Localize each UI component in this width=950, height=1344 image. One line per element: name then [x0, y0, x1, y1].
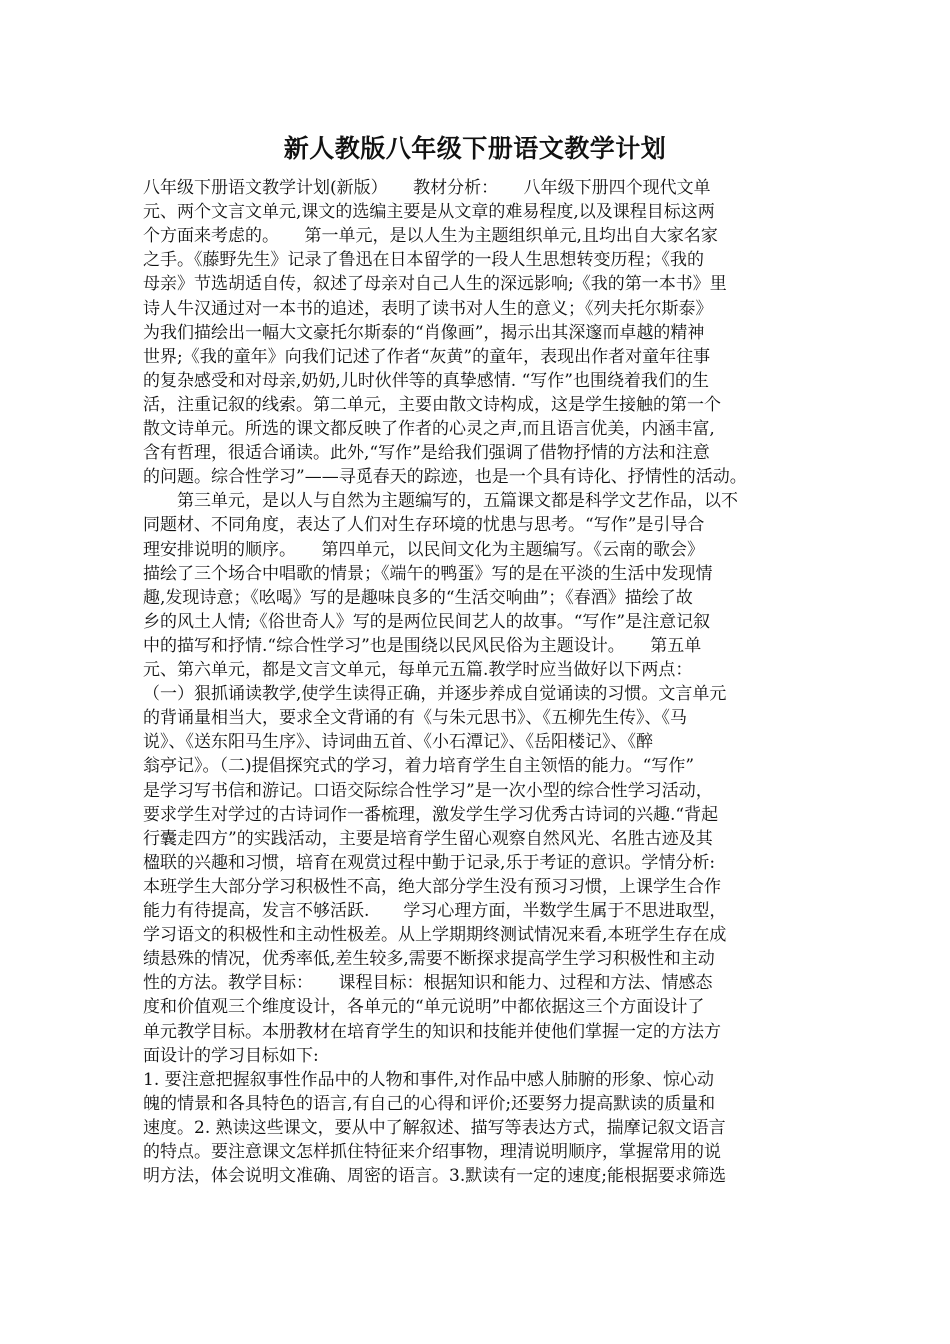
document-title: 新人教版八年级下册语文教学计划 — [283, 134, 667, 163]
body-text-line: 能力有待提高，发言不够活跃. 学习心理方面，半数学生属于不思进取型， — [143, 901, 727, 921]
body-text-line: 学习语文的积极性和主动性极差。从上学期期终测试情况来看,本班学生存在成 — [143, 925, 727, 946]
body-text-line: 含有哲理，很适合诵读。此外,“写作”是给我们强调了借物抒情的方法和注意 — [143, 443, 710, 464]
body-text-line: 楹联的兴趣和习惯，培育在观赏过程中勤于记录,乐于考证的意识。学情分析: — [143, 852, 716, 873]
body-text-line: 理安排说明的顺序。 第四单元，以民间文化为主题编写。《云南的歌会》 — [143, 539, 704, 560]
body-text-line: 世界;《我的童年》向我们记述了作者“灰黄”的童年，表现出作者对童年往事 — [143, 346, 711, 367]
body-text-line: 速度。2. 熟读这些课文，要从中了解叙述、描写等表达方式，揣摩记叙文语言 — [143, 1117, 726, 1138]
body-text-line: 的问题。综合性学习”——寻觅春天的踪迹，也是一个具有诗化、抒情性的活动。 — [143, 467, 747, 488]
body-text-line: 为我们描绘出一幅大文豪托尔斯泰的“肖像画”，揭示出其深邃而卓越的精神 — [143, 322, 705, 343]
body-text-line: 翁亭记》。（二)提倡探究式的学习，着力培育学生自主领悟的能力。“写作” — [143, 756, 695, 777]
body-text-line: 说》、《送东阳马生序》、诗词曲五首、《小石潭记》、《岳阳楼记》、《醉 — [143, 732, 653, 753]
body-text-line: 本班学生大部分学习积极性不高，绝大部分学生没有预习习惯，上课学生合作 — [143, 876, 721, 897]
body-text-line: 是学习写书信和游记。口语交际综合性学习”是一次小型的综合性学习活动， — [143, 780, 713, 801]
body-text-line: 之手。《藤野先生》记录了鲁迅在日本留学的一段人生思想转变历程；《我的 — [143, 250, 704, 271]
body-text-line: 乡的风土人情;《俗世奇人》写的是两位民间艺人的故事。“写作”是注意记叙 — [143, 611, 711, 632]
body-text-line: 元、第六单元，都是文言文单元，每单元五篇.教学时应当做好以下两点： — [143, 660, 693, 680]
body-text-line: 的背诵量相当大，要求全文背诵的有《与朱元思书》、《五柳先生传》、《马 — [143, 708, 687, 729]
body-text-line: 描绘了三个场合中唱歌的情景；《端午的鸭蛋》写的是在平淡的生活中发现情 — [143, 563, 713, 584]
body-text-line: （一）狠抓诵读教学,使学生读得正确，并逐步养成自觉诵读的习惯。文言单元 — [143, 684, 727, 705]
body-text-line: 同题材、不同角度，表达了人们对生存环境的忧患与思考。“写作”是引导合 — [143, 515, 705, 536]
body-text-line: 度和价值观三个维度设计，各单元的“单元说明”中都依据这三个方面设计了 — [143, 997, 705, 1018]
body-text-line: 行囊走四方”的实践活动，主要是培育学生留心观察自然风光、名胜古迹及其 — [143, 828, 713, 849]
body-text-line: 的特点。要注意课文怎样抓住特征来介绍事物，理清说明顺序，掌握常用的说 — [143, 1142, 721, 1162]
body-text-line: 八年级下册语文教学计划(新版） 教材分析： 八年级下册四个现代文单 — [143, 178, 711, 198]
body-text-line: 性的方法。教学目标： 课程目标：根据知识和能力、过程和方法、情感态 — [143, 973, 713, 994]
body-text-line: 魄的情景和各具特色的语言,有自己的心得和评价;还要努力提高默读的质量和 — [143, 1093, 716, 1114]
body-text-line: 的复杂感受和对母亲,奶奶,儿时伙伴等的真挚感情. “写作”也围绕着我们的生 — [143, 370, 709, 391]
body-text-line: 绩悬殊的情况，优秀率低,差生较多,需要不断探求提高学生学习积极性和主动 — [143, 949, 715, 970]
body-text-line: 个方面来考虑的。 第一单元，是以人生为主题组织单元,且均出自大家名家 — [143, 226, 718, 247]
body-text-line: 中的描写和抒情.“综合性学习”也是围绕以民风民俗为主题设计。 第五单 — [143, 635, 702, 656]
body-text-line: 散文诗单元。所选的课文都反映了作者的心灵之声,而且语言优美，内涵丰富, — [143, 419, 715, 439]
body-text-line: 明方法，体会说明文准确、周密的语言。3.默读有一定的速度;能根据要求筛选 — [143, 1166, 726, 1187]
body-text-line: 趣,发现诗意；《吆喝》写的是趣味良多的“生活交响曲”；《春酒》描绘了故 — [143, 587, 693, 608]
body-text-line: 元、两个文言文单元,课文的选编主要是从文章的难易程度,以及课程目标这两 — [143, 202, 715, 223]
body-text-line: 第三单元，是以人与自然为主题编写的，五篇课文都是科学文艺作品，以不 — [143, 491, 738, 512]
body-text-line: 母亲》节选胡适自传，叙述了母亲对自己人生的深远影响;《我的第一本书》里 — [143, 274, 727, 295]
body-text-line: 活，注重记叙的线索。第二单元，主要由散文诗构成，这是学生接触的第一个 — [143, 394, 721, 415]
body-text-line: 1. 要注意把握叙事性作品中的人物和事件,对作品中感人肺腑的形象、惊心动 — [143, 1069, 715, 1090]
body-text-line: 要求学生对学过的古诗词作一番梳理，激发学生学习优秀古诗词的兴趣.“背起 — [143, 804, 719, 825]
body-text-line: 面设计的学习目标如下: — [143, 1045, 319, 1066]
body-text-line: 单元教学目标。本册教材在培育学生的知识和技能并使他们掌握一定的方法方 — [143, 1021, 721, 1042]
body-text-line: 诗人牛汉通过对一本书的追述，表明了读书对人生的意义；《列夫托尔斯泰》 — [143, 298, 713, 319]
